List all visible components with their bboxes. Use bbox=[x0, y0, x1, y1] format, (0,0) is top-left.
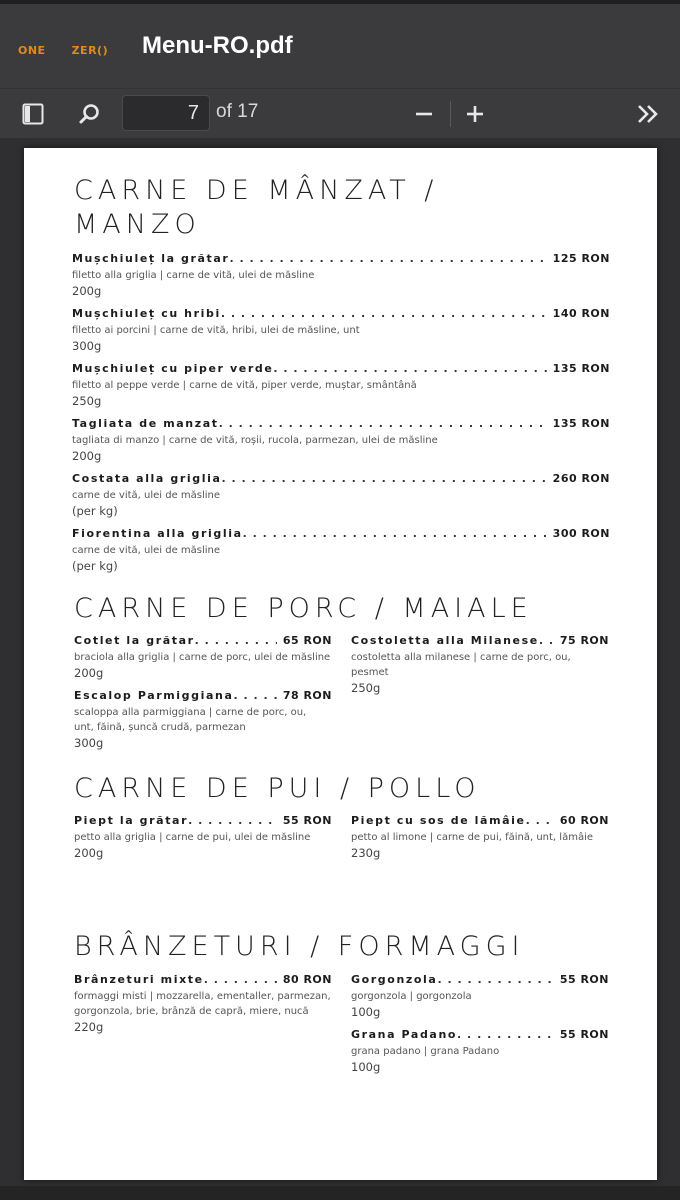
item-price: 135 RON bbox=[552, 417, 610, 430]
zoom-out-button[interactable] bbox=[408, 98, 440, 130]
item-description: petto alla griglia | carne de pui, ulei de măsline bbox=[74, 832, 311, 843]
item-name: Escalop Parmiggiana bbox=[74, 689, 234, 702]
page-number-input[interactable]: 7 bbox=[122, 95, 210, 131]
item-name: Gorgonzola bbox=[351, 973, 438, 986]
item-name: Grana Padano bbox=[351, 1028, 458, 1041]
item-name: Fiorentina alla griglia bbox=[72, 527, 243, 540]
item-quantity: (per kg) bbox=[72, 504, 118, 518]
item-quantity: 200g bbox=[74, 846, 104, 860]
item-quantity: 300g bbox=[72, 339, 102, 353]
menu-item bbox=[351, 814, 609, 860]
item-description: filetto alla griglia | carne de vită, ulei de măsline bbox=[72, 270, 315, 281]
zoom-in-icon bbox=[464, 103, 486, 125]
menu-item bbox=[351, 1028, 609, 1074]
item-description: carne de vită, ulei de măsline bbox=[72, 490, 221, 501]
item-name: Piept cu sos de lămâie bbox=[351, 814, 526, 827]
menu-item bbox=[72, 307, 610, 353]
item-price: 75 RON bbox=[559, 634, 609, 647]
section-title-pollo: CARNE DE PUI / POLLO bbox=[74, 773, 481, 804]
menu-item bbox=[72, 527, 610, 573]
item-name: Cotlet la grătar bbox=[74, 634, 195, 647]
item-quantity: 200g bbox=[74, 666, 104, 680]
item-quantity: 200g bbox=[72, 449, 102, 463]
item-name: Tagliata de manzat bbox=[72, 417, 219, 430]
menu-item bbox=[72, 362, 610, 408]
more-tools-button[interactable] bbox=[632, 98, 664, 130]
item-price: 60 RON bbox=[559, 814, 609, 827]
item-quantity: 200g bbox=[72, 284, 102, 298]
item-name: Costoletta alla Milanese bbox=[351, 634, 539, 647]
pdf-page bbox=[24, 148, 657, 1180]
item-description: tagliata di manzo | carne de vită, roșii, rucola, parmezan, ulei de măsline bbox=[72, 435, 438, 446]
sidebar-toggle-button[interactable] bbox=[17, 98, 49, 130]
logo-text-right: ZER() bbox=[71, 43, 109, 57]
item-price: 300 RON bbox=[552, 527, 610, 540]
item-description: formaggi misti | mozzarella, ementaller, parmezan, gorgonzola, brie, brânză de capră, miere, nucă bbox=[74, 991, 331, 1017]
search-icon bbox=[78, 102, 102, 126]
item-description: filetto ai porcini | carne de vită, hribi, ulei de măsline, unt bbox=[72, 325, 360, 336]
page-count: of 17 bbox=[216, 101, 259, 122]
menu-item bbox=[74, 973, 332, 1034]
item-quantity: 250g bbox=[351, 681, 381, 695]
item-price: 55 RON bbox=[559, 1028, 609, 1041]
menu-item bbox=[351, 634, 609, 695]
pdf-toolbar bbox=[0, 88, 680, 138]
item-name: Piept la grătar bbox=[74, 814, 189, 827]
brand-logo bbox=[18, 40, 108, 60]
item-name: Mușchiuleț cu hribi bbox=[72, 307, 221, 320]
item-name: Costata alla griglia bbox=[72, 472, 222, 485]
logo-text-left: ONE bbox=[18, 43, 46, 57]
title-bar bbox=[0, 0, 680, 88]
section-title-formaggi: BRÂNZETURI / FORMAGGI bbox=[74, 931, 525, 962]
item-description: carne de vită, ulei de măsline bbox=[72, 545, 221, 556]
item-quantity: 250g bbox=[72, 394, 102, 408]
menu-item bbox=[351, 973, 609, 1019]
item-description: scaloppa alla parmiggiana | carne de porc, ou, unt, făină, șuncă crudă, parmezan bbox=[74, 707, 307, 733]
item-quantity: 220g bbox=[74, 1020, 104, 1034]
item-description: petto al limone | carne de pui, făină, unt, lămâie bbox=[351, 832, 593, 843]
toolbar-divider bbox=[450, 101, 451, 127]
menu-item bbox=[74, 814, 332, 860]
item-price: 55 RON bbox=[559, 973, 609, 986]
menu-item bbox=[74, 634, 332, 680]
item-description: costoletta alla milanese | carne de porc, ou, pesmet bbox=[351, 652, 571, 678]
item-quantity: 100g bbox=[351, 1005, 381, 1019]
search-button[interactable] bbox=[74, 98, 106, 130]
item-quantity: (per kg) bbox=[72, 559, 118, 573]
zoom-in-button[interactable] bbox=[459, 98, 491, 130]
item-price: 80 RON bbox=[282, 973, 332, 986]
item-price: 78 RON bbox=[282, 689, 332, 702]
document-title: Menu-RO.pdf bbox=[142, 32, 293, 59]
item-price: 65 RON bbox=[282, 634, 332, 647]
menu-item bbox=[72, 417, 610, 463]
item-quantity: 230g bbox=[351, 846, 381, 860]
item-price: 55 RON bbox=[282, 814, 332, 827]
sidebar-icon bbox=[21, 102, 45, 126]
menu-item bbox=[72, 472, 610, 518]
item-name: Mușchiuleț cu piper verde bbox=[72, 362, 274, 375]
item-description: grana padano | grana Padano bbox=[351, 1046, 500, 1057]
item-description: filetto al peppe verde | carne de vită, piper verde, muștar, smântână bbox=[72, 380, 417, 391]
document-viewer[interactable] bbox=[0, 138, 680, 1200]
item-price: 140 RON bbox=[552, 307, 610, 320]
item-quantity: 100g bbox=[351, 1060, 381, 1074]
item-name: Mușchiuleț la grătar bbox=[72, 252, 230, 265]
item-name: Brânzeturi mixte bbox=[74, 973, 204, 986]
menu-item bbox=[74, 689, 332, 750]
item-price: 125 RON bbox=[552, 252, 610, 265]
section-title-manzo: CARNE DE MÂNZAT / MANZO bbox=[74, 175, 439, 240]
more-icon bbox=[635, 103, 661, 125]
item-description: braciola alla griglia | carne de porc, ulei de măsline bbox=[74, 652, 331, 663]
item-price: 260 RON bbox=[552, 472, 610, 485]
item-description: gorgonzola | gorgonzola bbox=[351, 991, 472, 1002]
menu-item bbox=[72, 252, 610, 298]
zoom-out-icon bbox=[413, 103, 435, 125]
bottom-bar bbox=[0, 1186, 680, 1200]
item-price: 135 RON bbox=[552, 362, 610, 375]
item-quantity: 300g bbox=[74, 736, 104, 750]
section-title-maiale: CARNE DE PORC / MAIALE bbox=[74, 593, 533, 624]
